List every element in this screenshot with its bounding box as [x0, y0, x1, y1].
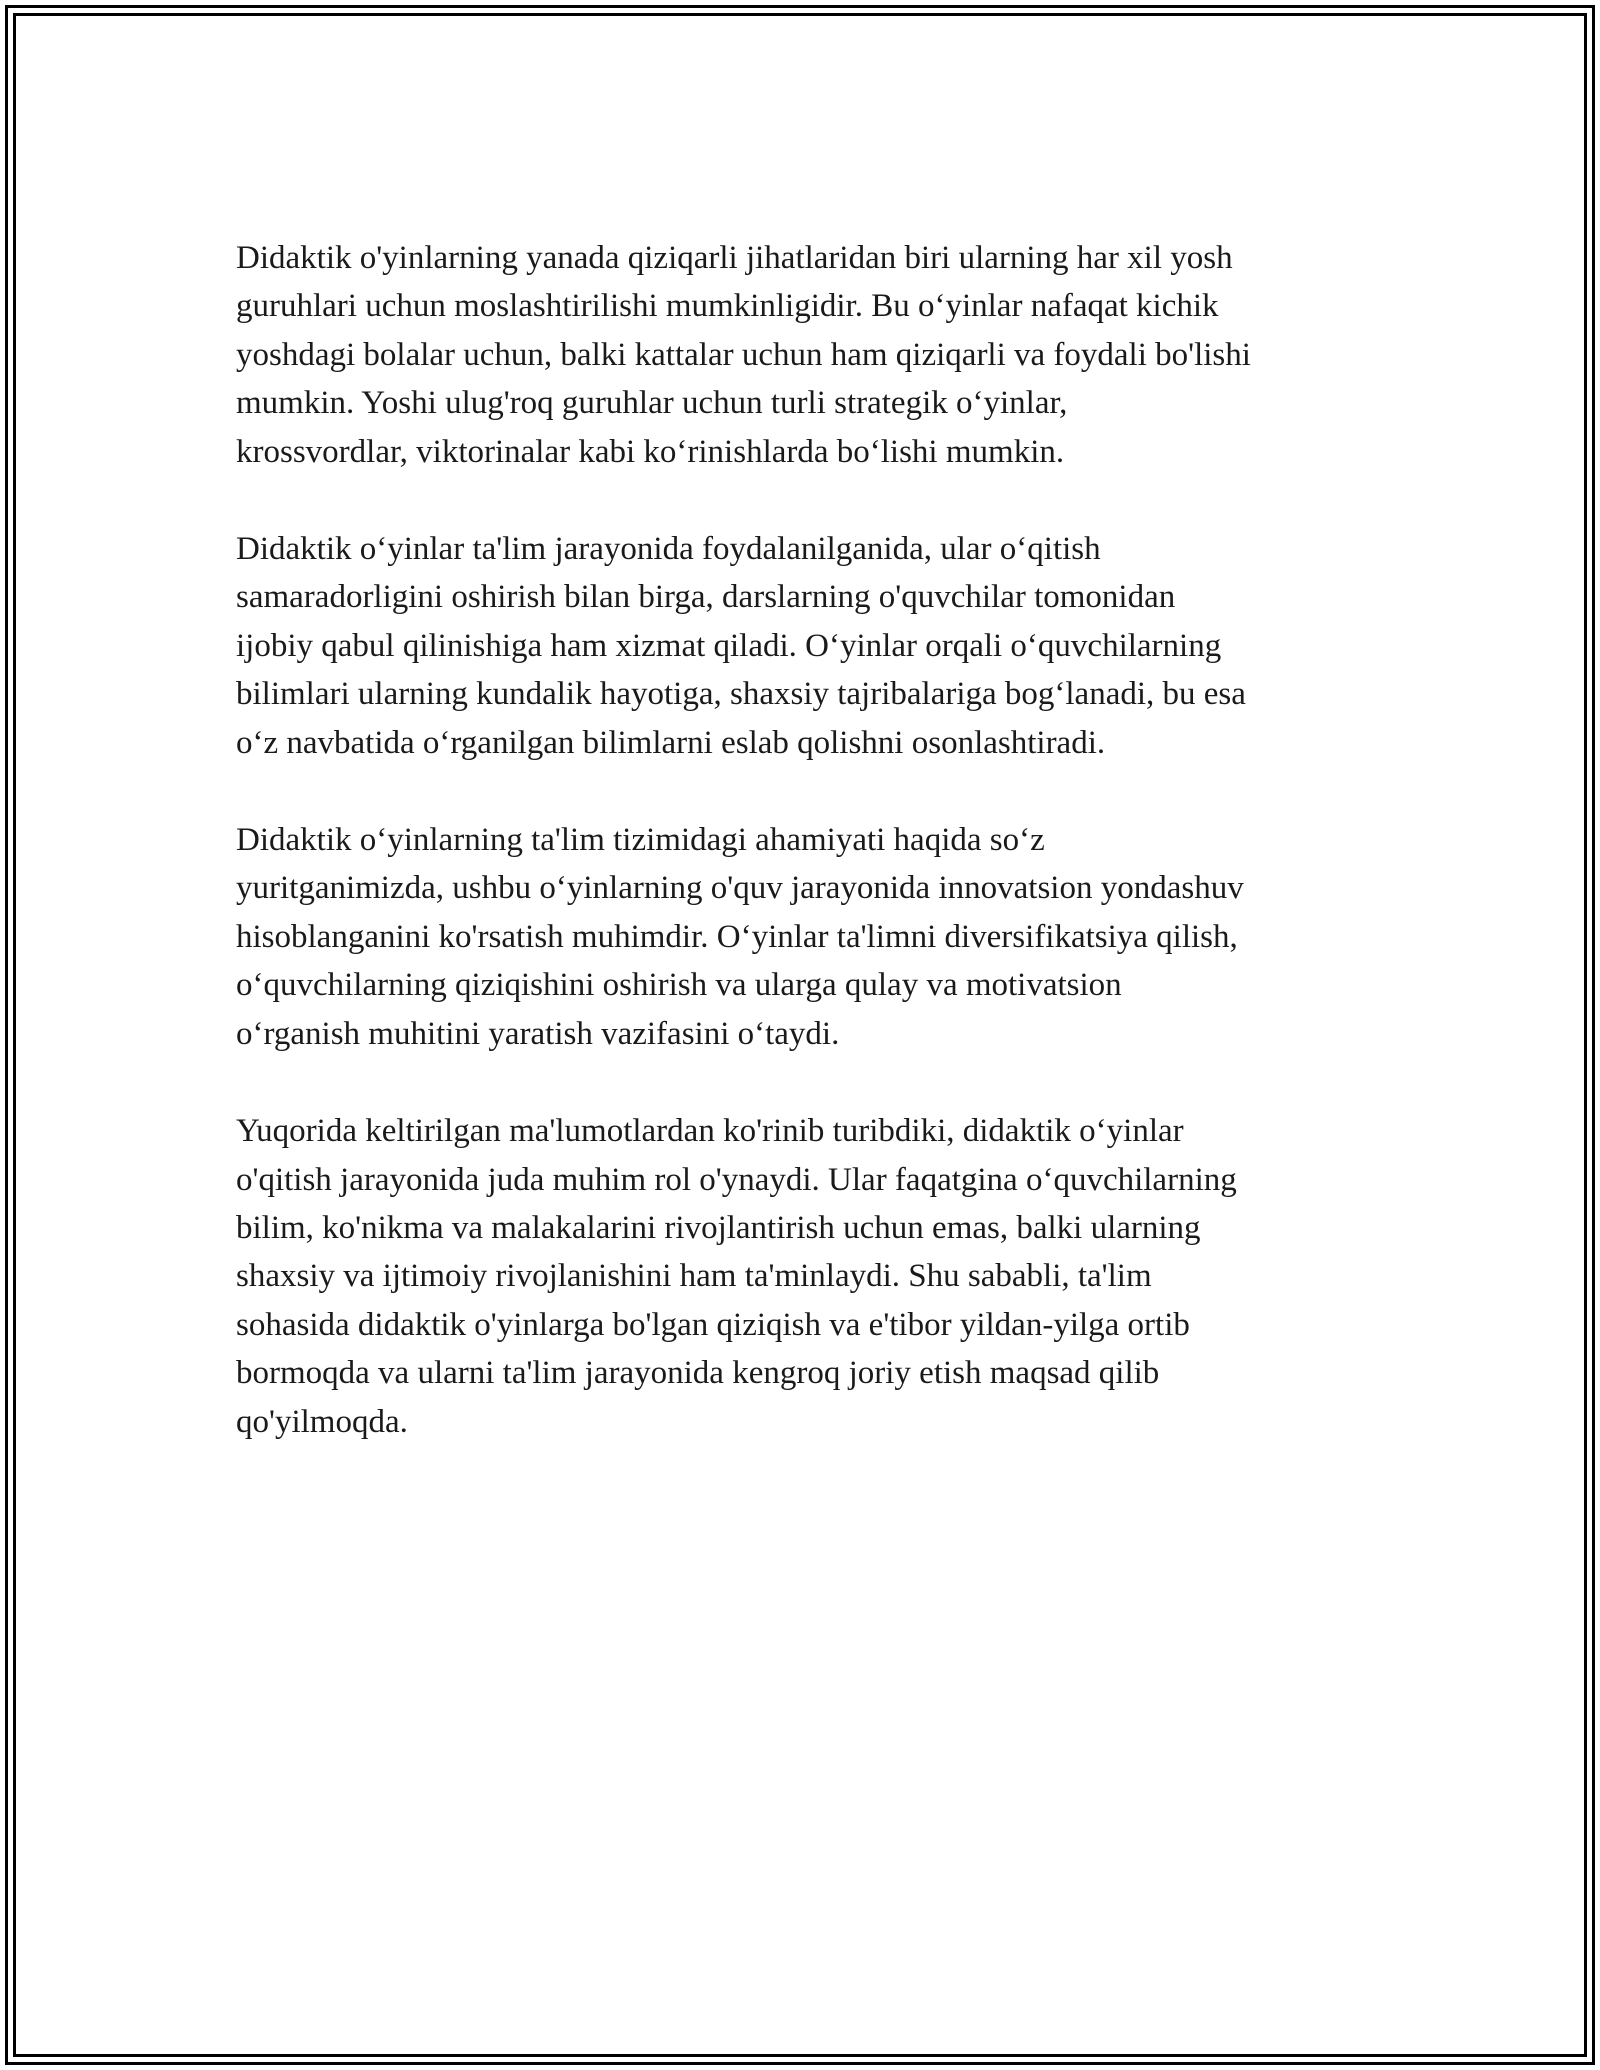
paragraph-4: Yuqorida keltirilgan ma'lumotlardan ko'rinib turibdiki, didaktik o‘yinlar o'qitish jarayonida juda muhim rol o'ynaydi. Ular faqatgina o‘quvchilarning bilim, ko'nikma va malakalarini rivojlantirish uchun emas, balki ularning shaxsiy va ijtimoiy rivojlanishini ham ta'minlaydi. Shu sababli, ta'lim sohasida didaktik o'yinlarga bo'lgan qiziqish va e'tibor yildan-yilga ortib bormoqda va ularni ta'lim jarayonida kengroq joriy etish maqsad qilib qo'yilmoqda.	[236, 1113, 1237, 1440]
paragraph-1: Didaktik o'yinlarning yanada qiziqarli jihatlaridan biri ularning har xil yosh guruhlari uchun moslashtirilishi mumkinligidir. Bu o‘yinlar nafaqat kichik yoshdagi bolalar uchun, balki kattalar uchun ham qiziqarli va foydali bo'lishi mumkin. Yoshi ulug'roq guruhlar uchun turli strategik o‘yinlar, krossvordlar, viktorinalar kabi ko‘rinishlarda bo‘lishi mumkin.	[236, 240, 1251, 470]
paragraph-2: Didaktik o‘yinlar ta'lim jarayonida foydalanilganida, ular o‘qitish samaradorligini oshirish bilan birga, darslarning o'quvchilar tomonidan ijobiy qabul qilinishiga ham xizmat qiladi. O‘yinlar orqali o‘quvchilarning bilimlari ularning kundalik hayotiga, shaxsiy tajribalariga bog‘lanadi, bu esa o‘z navbatida o‘rganilgan bilimlarni eslab qolishni osonlashtiradi.	[236, 531, 1246, 761]
document-body	[236, 234, 1376, 1495]
paragraph-3: Didaktik o‘yinlarning ta'lim tizimidagi ahamiyati haqida so‘z yuritganimizda, ushbu o‘yinlarning o'quv jarayonida innovatsion yondashuv hisoblanganini ko'rsatish muhimdir. O‘yinlar ta'limni diversifikatsiya qilish, o‘quvchilarning qiziqishini oshirish va ularga qulay va motivatsion o‘rganish muhitini yaratish vazifasini o‘taydi.	[236, 822, 1244, 1052]
